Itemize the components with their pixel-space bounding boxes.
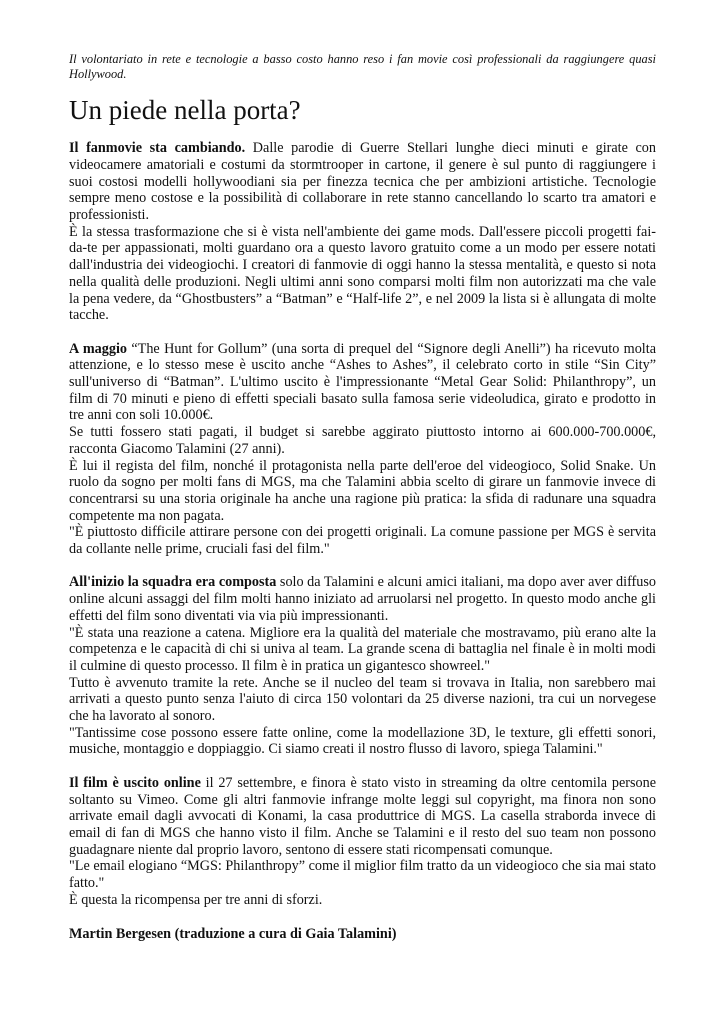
- article-subtitle: Il volontariato in rete e tecnologie a basso costo hanno reso i fan movie così professionali da raggiungere quasi Hollywood.: [69, 52, 656, 81]
- paragraph-text: Tutto è avvenuto tramite la rete. Anche se il nucleo del team si trovava in Italia, non sarebbero mai arrivati a questo punto senza l'aiuto di circa 150 volontari da 25 diverse nazioni, tra cui un norvegese che ha lavorato al sonoro.: [69, 674, 656, 725]
- paragraph-lead: All'inizio la squadra era composta: [69, 574, 277, 591]
- quote-paragraph: [69, 858, 656, 891]
- paragraph-text: "Le email elogiano “MGS: Philanthropy” come il miglior film tratto da un videogioco che sia mai stato fatto.": [69, 858, 656, 892]
- paragraph: [69, 574, 656, 624]
- paragraph: [69, 675, 656, 725]
- paragraph-text: il 27 settembre, e finora è stato visto in streaming da oltre centomila persone soltanto su Vimeo. Come gli altri fanmovie infrange molte leggi sul copyright, ma finora non sono arrivate email dagli avvocati di Konami, la casa produttrice di MGS. La casella straborda invece di email di fan di MGS che hanno visto il film. Anche se Talamini e il resto del suo team non possono guadagnare niente dal proprio lavoro, sentono di essere stati ricompensati comunque.: [69, 774, 656, 858]
- paragraph: [69, 775, 656, 859]
- article-body: [69, 140, 656, 943]
- paragraph: [69, 458, 656, 525]
- paragraph-lead: Il film è uscito online: [69, 774, 201, 791]
- paragraph-text: "Tantissime cose possono essere fatte online, come la modellazione 3D, le texture, gli effetti sonori, musiche, montaggio e doppiaggio. Ci siamo creati il nostro flusso di lavoro, spiega Talamini.": [69, 724, 656, 758]
- paragraph-text: "È stata una reazione a catena. Migliore era la qualità del materiale che mostravamo, più erano alte la competenza e le capacità di chi si univa al team. La grande scena di battaglia nel finale è in molti modi il culmine di questo processo. Il film è in pratica un gigantesco showreel.": [69, 624, 656, 674]
- paragraph-lead: A maggio: [69, 340, 127, 357]
- paragraph-text: È questa la ricompensa per tre anni di sforzi.: [69, 891, 323, 908]
- paragraph: [69, 892, 656, 909]
- paragraph-text: Se tutti fossero stati pagati, il budget si sarebbe aggirato piuttosto intorno ai 600.000-700.000€, racconta Giacomo Talamini (27 anni).: [69, 424, 656, 457]
- paragraph: [69, 341, 656, 425]
- paragraph-text: "È piuttosto difficile attirare persone con dei progetti originali. La comune passione per MGS è servita da collante nelle prime, cruciali fasi del film.": [69, 524, 656, 558]
- quote-paragraph: [69, 625, 656, 675]
- paragraph-text: È la stessa trasformazione che si è vista nell'ambiente dei game mods. Dall'essere piccoli progetti fai-da-te per appassionati, molti guardano ora a questo lavoro gratuito come a un modo per essere notati dall'industria dei videogiochi. I creatori di fanmovie di oggi hanno la stessa mentalità, e questo si nota nella qualità delle produzioni. Negli ultimi anni sono comparsi molti film non autorizzati ma che vale la pena vedere, da “Ghostbusters” a “Batman” e “Half-life 2”, e nel 2009 la lista si è allungata di molte tacche.: [69, 223, 656, 324]
- author-byline: Martin Bergesen (traduzione a cura di Gaia Talamini): [69, 926, 397, 943]
- paragraph-text: “The Hunt for Gollum” (una sorta di prequel del “Signore degli Anelli”) ha ricevuto molta attenzione, e lo stesso mese è uscito anche “Ashes to Ashes”, il celebrato corto in stile “Sin City” sull'universo di “Batman”. L'ultimo uscito è l'impressionante “Metal Gear Solid: Philanthropy”, un film di 70 minuti e pieno di effetti speciali basato sulla famosa serie videoludica, girato e prodotto in tre anni con soli 10.000€.: [69, 340, 656, 424]
- paragraph-text: solo da Talamini e alcuni amici italiani, ma dopo aver aver diffuso online alcuni assaggi del film molti hanno iniziato ad arruolarsi nel progetto. In questo modo anche gli effetti del film sono diventati via via più impressionanti.: [69, 574, 656, 624]
- paragraph: [69, 140, 656, 224]
- paragraph: [69, 424, 656, 457]
- paragraph-lead: Il fanmovie sta cambiando.: [69, 140, 246, 157]
- paragraph: [69, 224, 656, 324]
- paragraph-text: È lui il regista del film, nonché il protagonista nella parte dell'eroe del videogioco, Solid Snake. Un ruolo da sogno per molti fans di MGS, ma che Talamini abbia scelto di girare un fanmovie invece di concentrarsi su una storia originale ha anche una ragione più pratica: la sfida di radunare una squadra competente ma non pagata.: [69, 457, 656, 524]
- paragraph-text: Dalle parodie di Guerre Stellari lunghe dieci minuti e girate con videocamere amatoriali e costumi da stormtrooper in cartone, il genere è sul punto di raggiungere i suoi costosi modelli hollywoodiani sia per finezza tecnica che per ambizioni artistiche. Tecnologie sempre meno costose e la possibilità di collaborare in rete stanno cancellando lo scarto tra amatori e professionisti.: [69, 140, 656, 223]
- quote-paragraph: [69, 524, 656, 557]
- quote-paragraph: [69, 725, 656, 758]
- article-title: Un piede nella porta?: [69, 95, 301, 126]
